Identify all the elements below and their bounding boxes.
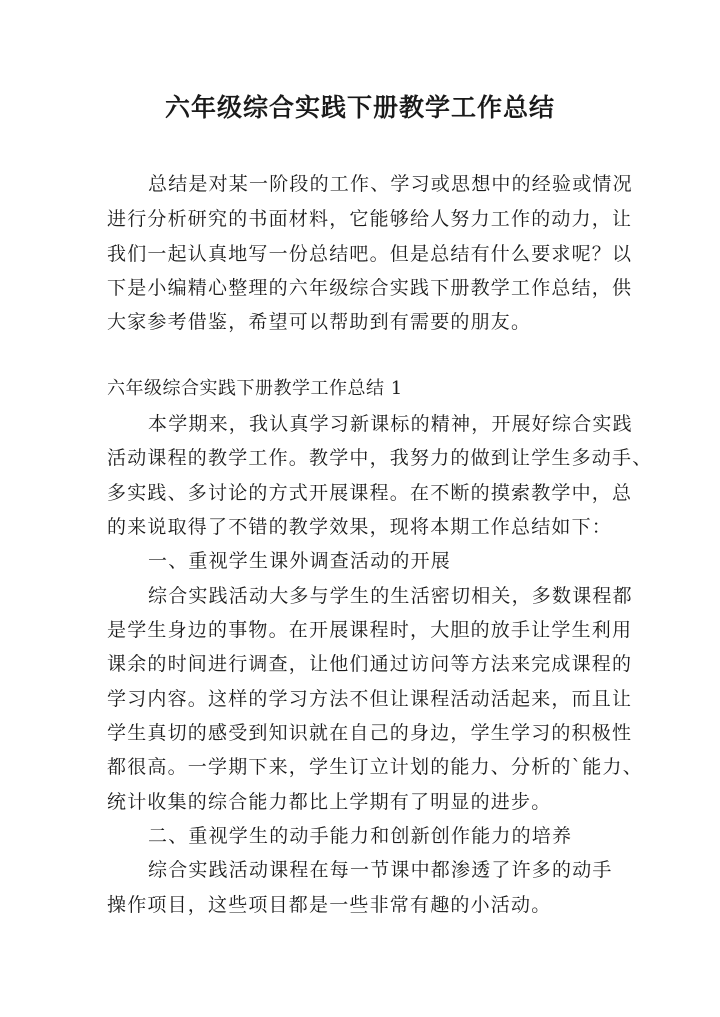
intro-line: 大家参考借鉴，希望可以帮助到有需要的朋友。: [107, 311, 532, 333]
body-line: 本学期来，我认真学习新课标的精神，开展好综合实践: [148, 413, 633, 435]
body-line: 多实践、多讨论的方式开展课程。在不断的摸索教学中，总: [107, 482, 633, 504]
body-line: 是学生身边的事物。在开展课程时，大胆的放手让学生利用: [107, 619, 633, 641]
intro-line: 总结是对某一阶段的工作、学习或思想中的经验或情况: [148, 173, 633, 195]
intro-line: 我们一起认真地写一份总结吧。但是总结有什么要求呢？以: [107, 243, 633, 265]
subheading-line: 二、重视学生的动手能力和创新创作能力的培养: [148, 825, 573, 847]
body-line: 学生真切的感受到知识就在自己的身边，学生学习的积极性: [107, 722, 633, 744]
body-line: 都很高。一学期下来，学生订立计划的能力、分析的`能力、: [107, 756, 643, 778]
body-line: 统计收集的综合能力都比上学期有了明显的进步。: [107, 791, 552, 813]
intro-line: 下是小编精心整理的六年级综合实践下册教学工作总结，供: [107, 277, 633, 299]
body-line: 学习内容。这样的学习方法不但让课程活动活起来，而且让: [107, 688, 633, 710]
body-line: 综合实践活动大多与学生的生活密切相关，多数课程都: [148, 585, 633, 607]
body-line: 课余的时间进行调查，让他们通过访问等方法来完成课程的: [107, 653, 633, 675]
subheading-line: 一、重视学生课外调查活动的开展: [148, 550, 452, 572]
document-title: 六年级综合实践下册教学工作总结: [164, 93, 555, 122]
intro-line: 进行分析研究的书面材料，它能够给人努力工作的动力，让: [107, 208, 633, 230]
body-line: 活动课程的教学工作。教学中，我努力的做到让学生多动手、: [107, 447, 653, 469]
section-heading: 六年级综合实践下册教学工作总结 1: [107, 378, 403, 399]
body-line: 综合实践活动课程在每一节课中都渗透了许多的动手: [148, 859, 613, 881]
body-line: 操作项目，这些项目都是一些非常有趣的小活动。: [107, 894, 552, 916]
body-line: 的来说取得了不错的教学效果，现将本期工作总结如下：: [107, 516, 613, 538]
